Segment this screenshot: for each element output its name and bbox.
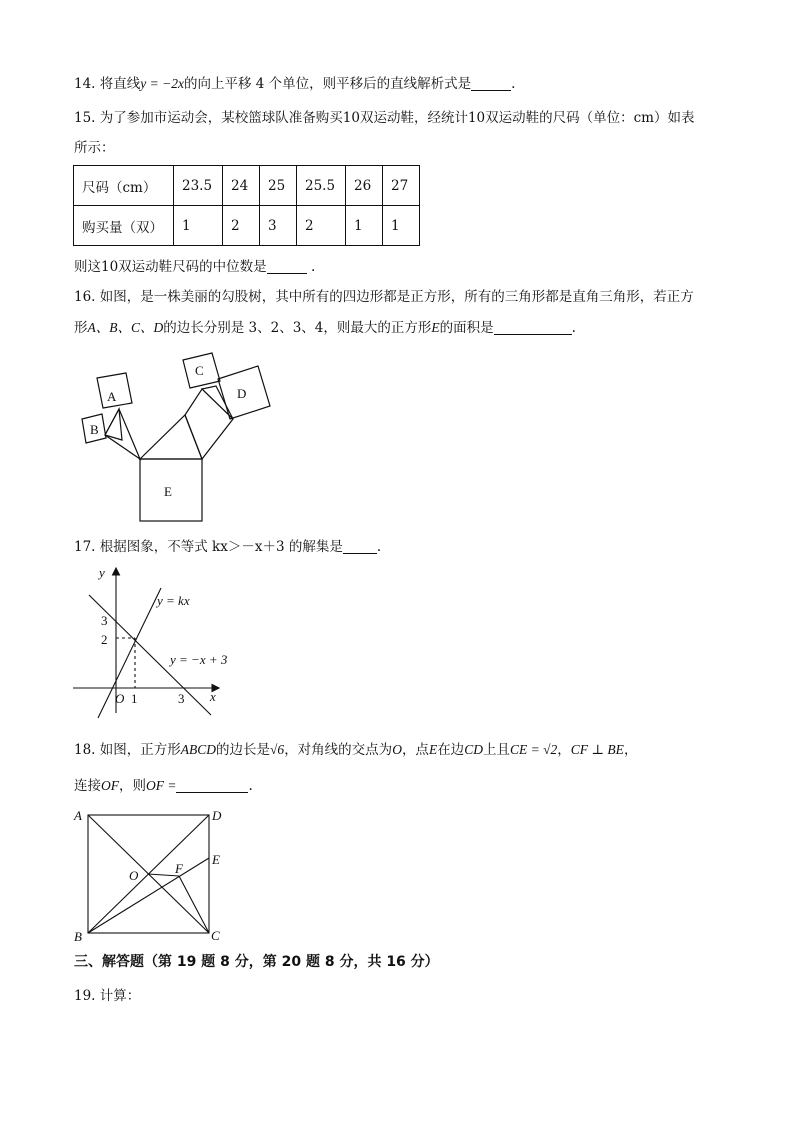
label-y-neg-x-plus-3: y = −x + 3 xyxy=(170,652,228,667)
q16-line1: 16. 如图，是一株美丽的勾股树，其中所有的四边形都是正方形，所有的三角形都是直角三角形，若正方 xyxy=(74,289,694,305)
q15-line1: 15. 为了参加市运动会，某校篮球队准备购买10双运动鞋，经统计10双运动鞋的尺码（单位：cm）如表 xyxy=(74,110,695,126)
q18-square-figure xyxy=(70,803,230,943)
triangle-center xyxy=(140,415,202,459)
q18-line2-mid: ，则 xyxy=(119,778,146,794)
y-axis-label: y xyxy=(99,565,105,580)
q16-square-names: A、B、C、D xyxy=(87,320,164,335)
table-cell: 24 xyxy=(223,166,260,206)
table-row xyxy=(74,166,420,206)
q16-line2-pre: 形 xyxy=(74,320,88,336)
segment-be xyxy=(88,858,209,933)
q18-perpendicular: CF ⊥ BE xyxy=(570,742,624,757)
q18-side-length: √6 xyxy=(270,742,285,757)
q18-point-e: E xyxy=(428,742,438,757)
label-c: C xyxy=(211,928,220,943)
section3-heading: 三、解答题（第 19 题 8 分，第 20 题 8 分，共 16 分） xyxy=(74,954,439,970)
q14-post: 的向上平移 4 个单位，则平移后的直线解析式是 xyxy=(184,76,472,92)
q18-line1-pre: 18. 如图，正方形 xyxy=(74,742,181,758)
table-cell: 2 xyxy=(223,206,260,246)
q18-line2 xyxy=(74,776,253,796)
tick-y-2: 2 xyxy=(101,632,108,647)
table-cell: 1 xyxy=(346,206,383,246)
q18-line2-pre: 连接 xyxy=(74,778,101,794)
left-connector xyxy=(105,409,140,459)
q18-line1-mid6: ， xyxy=(557,742,571,758)
label-y-kx: y = kx xyxy=(157,593,190,608)
q18-end: . xyxy=(248,778,253,794)
table-cell: 23.5 xyxy=(174,166,223,206)
q18-answer-blank xyxy=(176,778,248,793)
q18-segment-of: OF xyxy=(101,778,119,793)
q17-line xyxy=(74,537,381,557)
q16-answer-blank xyxy=(494,320,572,335)
q16-pythagoras-tree-figure xyxy=(75,350,280,530)
q18-line1-mid: 的边长是 xyxy=(216,742,271,758)
label-a: A xyxy=(74,808,82,823)
label-b: B xyxy=(90,422,99,437)
table-cell: 25 xyxy=(260,166,297,206)
label-c: C xyxy=(195,363,204,378)
label-a: A xyxy=(107,389,117,404)
q14-number: 14. xyxy=(74,76,96,92)
q16-end: . xyxy=(571,320,576,336)
q15-answer-blank xyxy=(267,259,307,274)
label-b: B xyxy=(74,929,82,943)
q18-square-name: ABCD xyxy=(180,742,217,757)
table-cell: 26 xyxy=(346,166,383,206)
left-triangle xyxy=(105,409,122,440)
q17-function-graph xyxy=(68,563,233,723)
table-cell: 1 xyxy=(383,206,420,246)
q18-point-o: O xyxy=(392,742,402,757)
q16-line2-mid: 的边长分别是 3、2、3、4，则最大的正方形 xyxy=(163,320,432,336)
q18-side-cd: CD xyxy=(464,742,483,757)
q18-line1-mid3: ，点 xyxy=(401,742,429,758)
q15-line2: 所示： xyxy=(74,140,115,156)
label-d: D xyxy=(237,386,247,401)
q17-end: . xyxy=(376,539,382,555)
x-axis-label: x xyxy=(210,689,216,704)
table-cell: 1 xyxy=(174,206,223,246)
table-cell: 25.5 xyxy=(297,166,346,206)
label-o: O xyxy=(129,868,139,883)
q18-line1-end: ， xyxy=(623,742,638,758)
q18-ce-value: CE = √2 xyxy=(509,742,558,757)
label-e: E xyxy=(212,852,220,867)
table-row xyxy=(74,206,420,246)
label-d: D xyxy=(212,808,222,823)
tick-x-1: 1 xyxy=(131,691,138,706)
q18-line1-mid4: 在边 xyxy=(437,742,465,758)
q14-pre: 将直线 xyxy=(99,76,141,92)
q14-expr: y = −2x xyxy=(140,76,184,91)
q16-line2 xyxy=(74,318,576,338)
right-connector xyxy=(185,389,233,459)
label-f: F xyxy=(175,861,183,876)
q15-end: . xyxy=(310,259,316,275)
q15-size-table xyxy=(73,165,420,246)
q18-line1 xyxy=(74,740,637,760)
table-cell: 3 xyxy=(260,206,297,246)
q17-text: 17. 根据图象，不等式 kx＞－x＋3 的解集是 xyxy=(74,539,343,555)
tick-x-3: 3 xyxy=(178,691,185,706)
tick-y-3: 3 xyxy=(101,613,108,628)
q15-question-text: 则这10双运动鞋尺码的中位数是 xyxy=(74,259,267,275)
table-cell: 27 xyxy=(383,166,420,206)
q19-line: 19. 计算： xyxy=(74,988,141,1004)
q18-of-equals: OF = xyxy=(146,778,177,793)
q14-line xyxy=(74,74,515,94)
table-header-size: 尺码（cm） xyxy=(74,166,174,206)
table-header-quantity: 购买量（双） xyxy=(74,206,174,246)
q18-line1-mid5: 上且 xyxy=(482,742,510,758)
q14-answer-blank xyxy=(471,76,511,91)
q14-end: . xyxy=(511,76,516,92)
q18-line1-mid2: ，对角线的交点为 xyxy=(284,742,393,758)
q16-square-e: E xyxy=(431,320,440,335)
table-cell: 2 xyxy=(297,206,346,246)
segment-cf xyxy=(179,876,209,933)
label-e: E xyxy=(164,484,172,499)
origin-label: O xyxy=(115,691,125,706)
q15-question xyxy=(74,257,315,277)
q16-line2-post: 的面积是 xyxy=(439,320,494,336)
q17-answer-blank xyxy=(343,539,377,554)
line-y-kx xyxy=(98,588,161,718)
